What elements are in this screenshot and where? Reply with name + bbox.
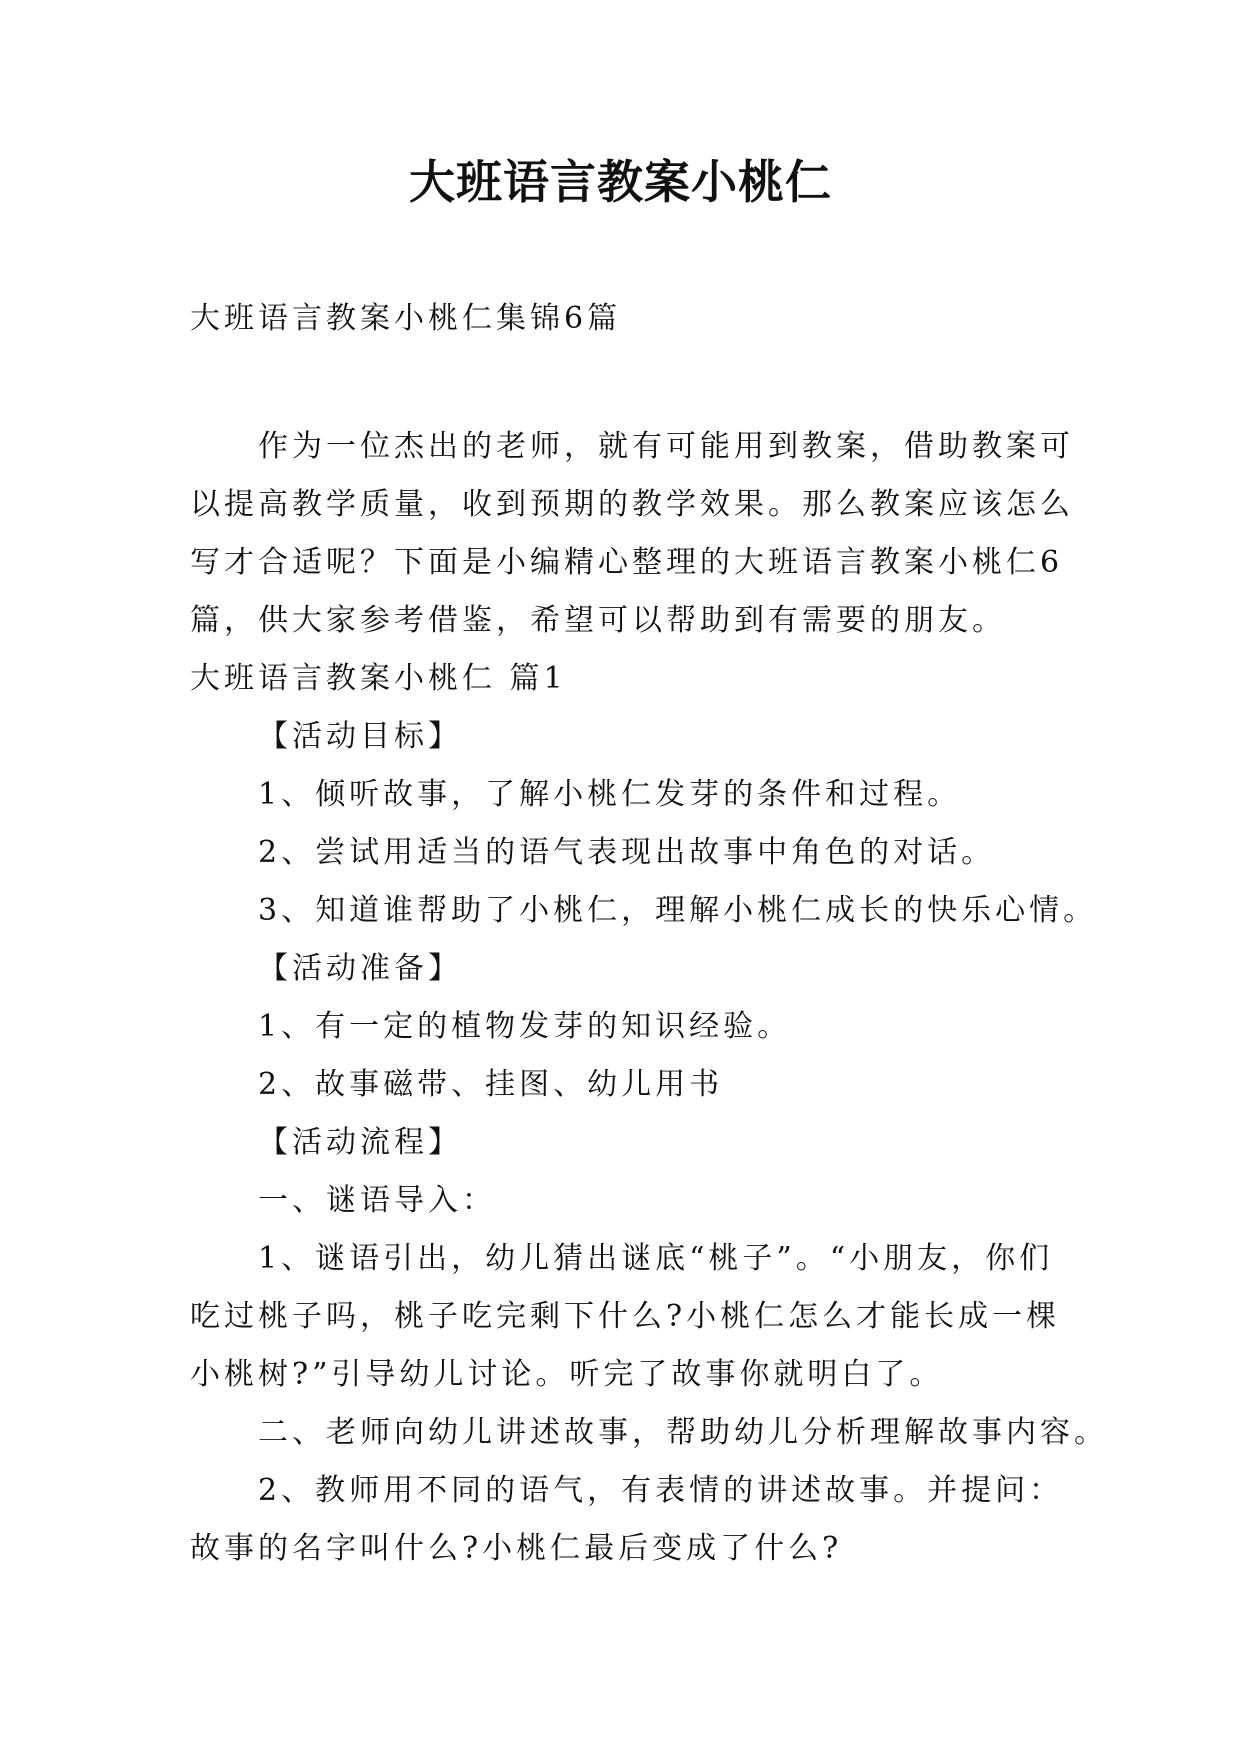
- section-heading: 大班语言教案小桃仁 篇1: [190, 661, 567, 696]
- flow-step-line: 1、谜语引出，幼儿猜出谜底“桃子”。“小朋友，你们: [258, 1241, 1054, 1276]
- flow-step-line: 2、教师用不同的语气，有表情的讲述故事。并提问：: [258, 1473, 1064, 1508]
- document-title: 大班语言教案小桃仁: [409, 155, 832, 209]
- prep-heading: 【活动准备】: [258, 951, 462, 986]
- flow-heading: 【活动流程】: [258, 1125, 462, 1160]
- flow-step-heading: 一、谜语导入：: [258, 1183, 496, 1218]
- flow-step-line: 吃过桃子吗，桃子吃完剩下什么?小桃仁怎么才能长成一棵: [190, 1299, 1061, 1334]
- flow-step-heading: 二、老师向幼儿讲述故事，帮助幼儿分析理解故事内容。: [258, 1415, 1108, 1450]
- goal-item: 2、尝试用适当的语气表现出故事中角色的对话。: [258, 835, 996, 870]
- flow-step-line: 小桃树?”引导幼儿讨论。听完了故事你就明白了。: [190, 1357, 944, 1392]
- document-body: [190, 290, 1108, 1578]
- intro-line: 写才合适呢？下面是小编精心整理的大班语言教案小桃仁6: [190, 545, 1064, 580]
- intro-line: 作为一位杰出的老师，就有可能用到教案，借助教案可: [258, 429, 1074, 464]
- prep-item: 2、故事磁带、挂图、幼儿用书: [258, 1067, 724, 1102]
- goal-item: 3、知道谁帮助了小桃仁，理解小桃仁成长的快乐心情。: [258, 893, 1098, 928]
- prep-item: 1、有一定的植物发芽的知识经验。: [258, 1009, 792, 1044]
- goal-item: 1、倾听故事，了解小桃仁发芽的条件和过程。: [258, 777, 962, 812]
- intro-line: 篇，供大家参考借鉴，希望可以帮助到有需要的朋友。: [190, 603, 1006, 638]
- flow-step-line: 故事的名字叫什么?小桃仁最后变成了什么?: [190, 1531, 843, 1566]
- subtitle: 大班语言教案小桃仁集锦6篇: [190, 301, 622, 336]
- goal-heading: 【活动目标】: [258, 719, 462, 754]
- intro-line: 以提高教学质量，收到预期的教学效果。那么教案应该怎么: [190, 487, 1074, 522]
